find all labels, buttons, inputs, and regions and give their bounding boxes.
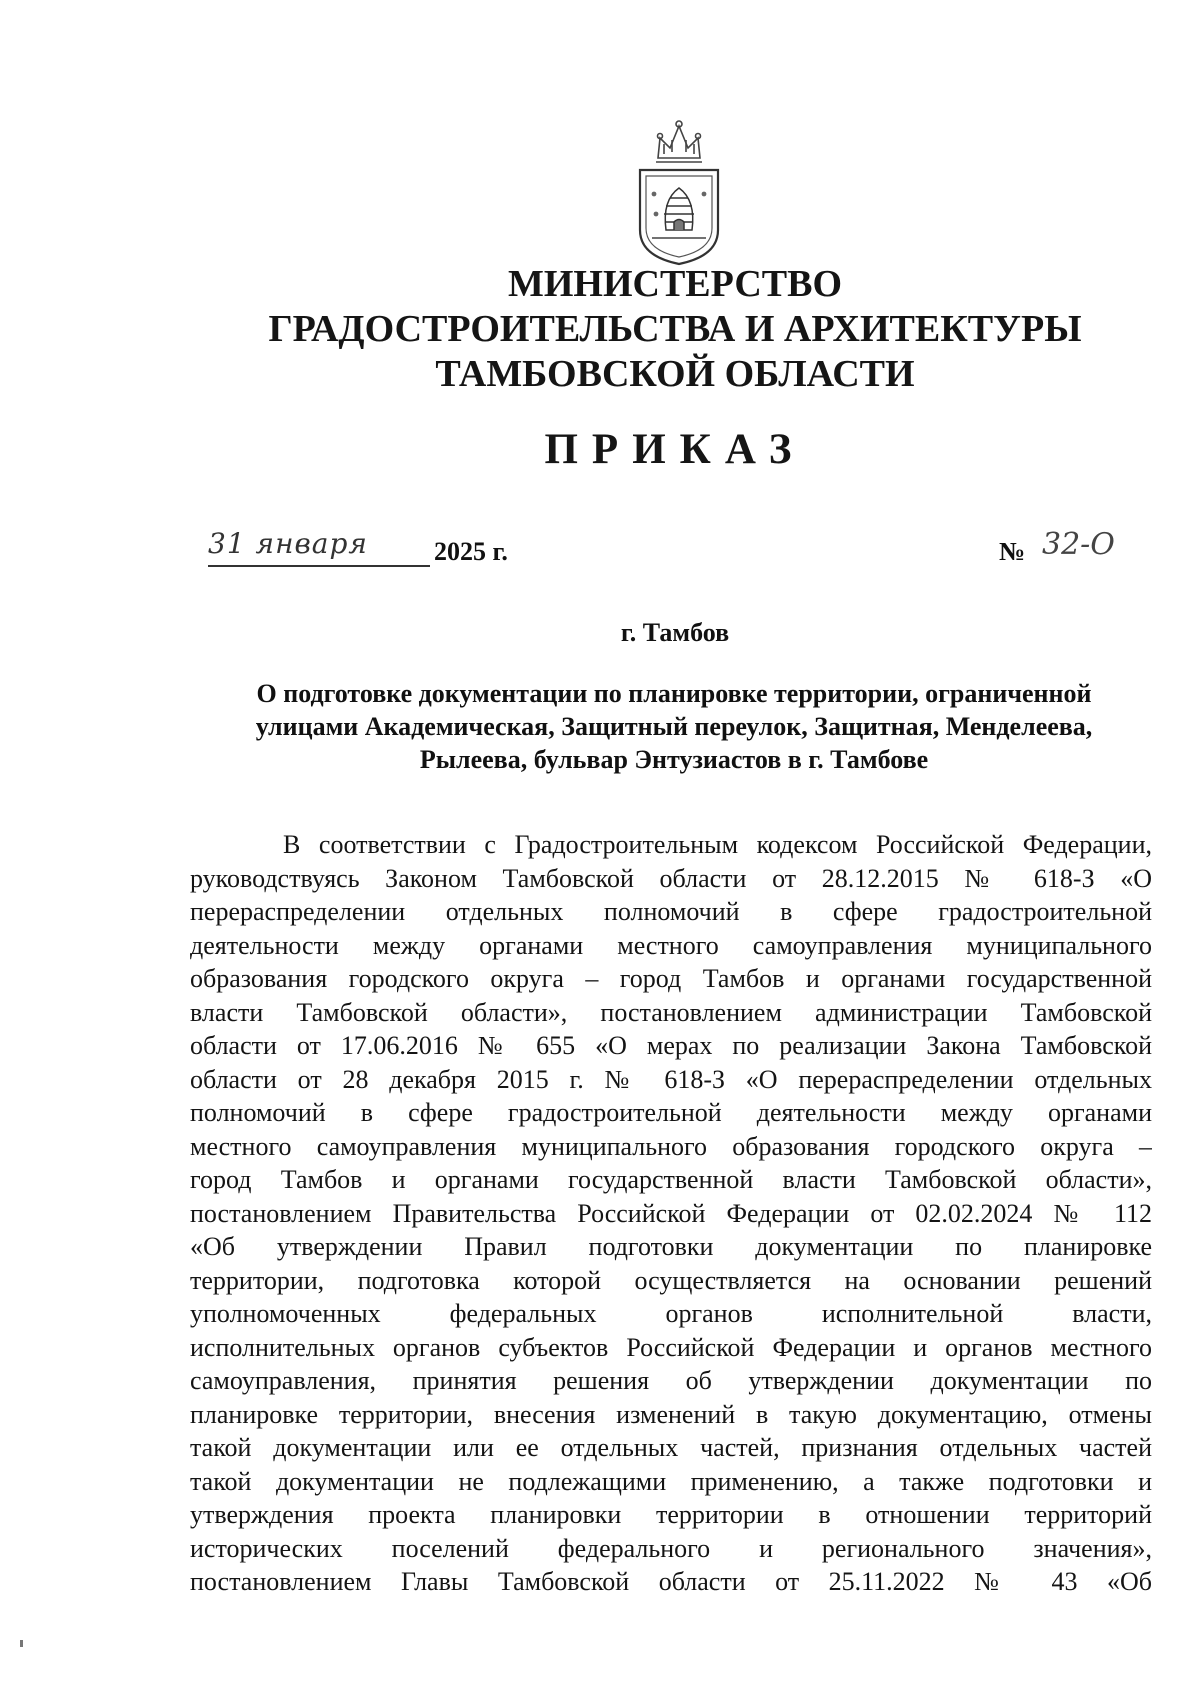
- body-line: полномочий в сфере градостроительной деятельности между органами: [190, 1098, 1152, 1127]
- order-subject: [190, 677, 1158, 776]
- body-line: утверждения проекта планировки территории в отношении территорий: [190, 1500, 1152, 1529]
- body-line: «Об утверждении Правил подготовки документации по планировке: [190, 1232, 1152, 1261]
- body-line: планировке территории, внесения изменений в такую документацию, отмены: [190, 1399, 1152, 1429]
- body-line: самоуправления, принятия решения об утверждении документации по: [190, 1366, 1152, 1395]
- ministry-name: [0, 262, 1200, 397]
- body-line: власти Тамбовской области», постановлением администрации Тамбовской: [190, 997, 1152, 1027]
- subject-line: улицами Академическая, Защитный переулок, Защитная, Менделеева,: [255, 712, 1093, 741]
- body-line: области от 17.06.2016 № 655 «О мерах по реализации Закона Тамбовской: [190, 1031, 1152, 1060]
- body-line: образования городского округа – город Тамбов и органами государственной: [190, 964, 1152, 993]
- handwritten-date: 31 января: [208, 527, 368, 560]
- scan-speck: [20, 1640, 23, 1647]
- date-underline: [208, 565, 430, 567]
- body-line: исторических поселений федерального и регионального значения»,: [190, 1533, 1152, 1563]
- body-line: перераспределении отдельных полномочий в сфере градостроительной: [190, 897, 1152, 926]
- body-line: город Тамбов и органами государственной власти Тамбовской области»,: [190, 1165, 1152, 1194]
- body-line: исполнительных органов субъектов Российской Федерации и органов местного: [190, 1332, 1152, 1362]
- subject-line: О подготовке документации по планировке территории, ограниченной: [256, 679, 1092, 708]
- coat-of-arms-icon: [630, 118, 728, 266]
- ministry-line-1: МИНИСТЕРСТВО: [507, 263, 843, 305]
- date-year: 2025 г.: [434, 537, 508, 566]
- number-label: №: [999, 537, 1026, 566]
- subject-line: Рылеева, бульвар Энтузиастов в г. Тамбове: [419, 745, 929, 774]
- body-line: такой документации не подлежащими применению, а также подготовки и: [190, 1466, 1152, 1496]
- date-number-row: [208, 523, 1138, 573]
- body-line: такой документации или ее отдельных частей, признания отдельных частей: [190, 1433, 1152, 1462]
- handwritten-number: 32-О: [1042, 527, 1115, 562]
- body-line: деятельности между органами местного самоуправления муниципального: [190, 930, 1152, 960]
- ministry-line-2: ГРАДОСТРОИТЕЛЬСТВА И АРХИТЕКТУРЫ: [268, 308, 1082, 350]
- body-line: руководствуясь Законом Тамбовской области от 28.12.2015 № 618-З «О: [190, 863, 1152, 893]
- body-line: В соответствии с Градостроительным кодексом Российской Федерации,: [283, 830, 1152, 859]
- body-line: уполномоченных федеральных органов исполнительной власти,: [190, 1299, 1152, 1328]
- body-line: местного самоуправления муниципального образования городского округа –: [190, 1131, 1152, 1161]
- ministry-line-3: ТАМБОВСКОЙ ОБЛАСТИ: [435, 353, 915, 395]
- order-body-text: [190, 828, 1152, 1599]
- document-type-title: ПРИКАЗ: [544, 426, 806, 473]
- body-line: территории, подготовка которой осуществляется на основании решений: [190, 1265, 1152, 1295]
- body-line: постановлением Главы Тамбовской области от 25.11.2022 № 43 «Об: [190, 1567, 1152, 1596]
- body-line: постановлением Правительства Российской Федерации от 02.02.2024 № 112: [190, 1198, 1152, 1228]
- body-line: области от 28 декабря 2015 г. № 618-З «О перераспределении отдельных: [190, 1064, 1152, 1094]
- city-line: г. Тамбов: [620, 618, 730, 647]
